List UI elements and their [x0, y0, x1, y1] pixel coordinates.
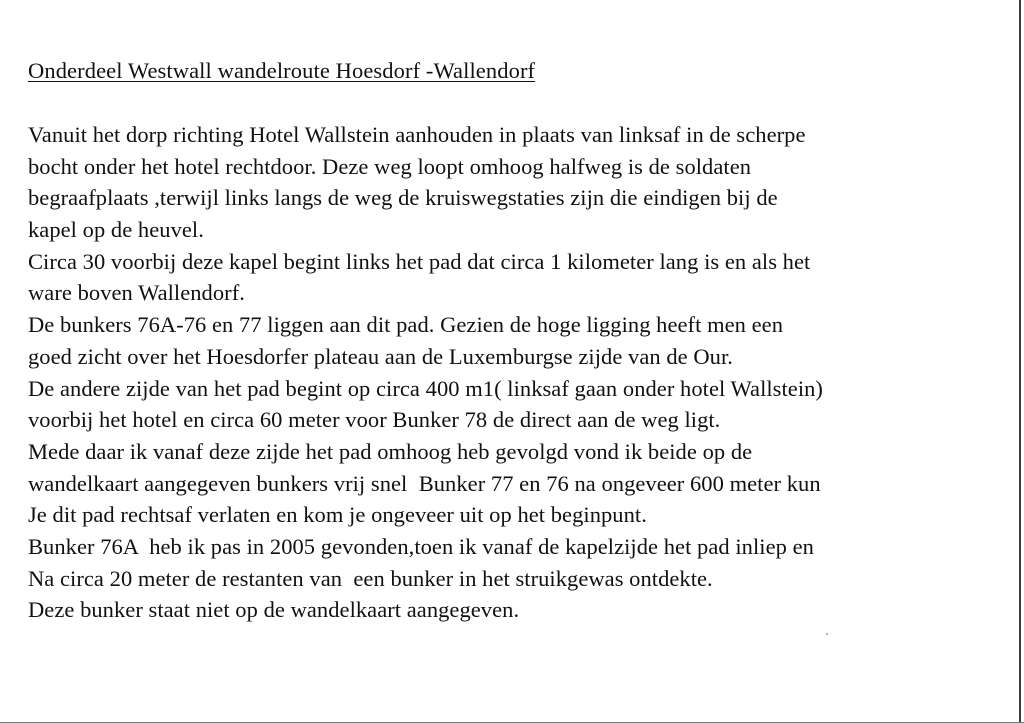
text-line: begraafplaats ,terwijl links langs de weg de kruiswegstaties zijn die eindigen bij de [28, 185, 778, 211]
text-line: De andere zijde van het pad begint op circa 400 m1( linksaf gaan onder hotel Wallstein) [28, 375, 823, 401]
text-line: goed zicht over het Hoesdorfer plateau aan de Luxemburgse zijde van de Our. [28, 343, 733, 369]
text-line: Na circa 20 meter de restanten van een bunker in het struikgewas ontdekte. [28, 565, 713, 591]
text-line: Vanuit het dorp richting Hotel Wallstein aanhouden in plaats van linksaf in de scherpe [28, 122, 806, 147]
text-line: Circa 30 voorbij deze kapel begint links het pad dat circa 1 kilometer lang is en als het [28, 248, 811, 274]
page-title: Onderdeel Westwall wandelroute Hoesdorf -Wallendorf [28, 58, 536, 83]
text-line: Bunker 76A heb ik pas in 2005 gevonden,toen ik vanaf de kapelzijde het pad inliep en [28, 533, 814, 559]
text-line: Deze bunker staat niet op de wandelkaart aangegeven. [28, 597, 520, 623]
text-line: Je dit pad rechtsaf verlaten en kom je ongeveer uit op het beginpunt. [28, 502, 647, 528]
text-line: kapel op de heuvel. [28, 217, 204, 243]
body-text [28, 119, 1008, 626]
scan-speck [826, 633, 828, 635]
text-line: De bunkers 76A-76 en 77 liggen aan dit pad. Gezien de hoge ligging heeft men een [28, 312, 784, 338]
text-line: bocht onder het hotel rechtdoor. Deze weg loopt omhoog halfweg is de soldaten [28, 153, 752, 179]
text-line: ware boven Wallendorf. [28, 280, 245, 306]
scan-edge-right [1019, 0, 1021, 723]
text-line: Mede daar ik vanaf deze zijde het pad omhoog heb gevolgd vond ik beide op de [28, 438, 753, 464]
text-line: wandelkaart aangegeven bunkers vrij snel Bunker 77 en 76 na ongeveer 600 meter kun [28, 470, 821, 496]
text-line: voorbij het hotel en circa 60 meter voor Bunker 78 de direct aan de weg ligt. [28, 407, 721, 433]
